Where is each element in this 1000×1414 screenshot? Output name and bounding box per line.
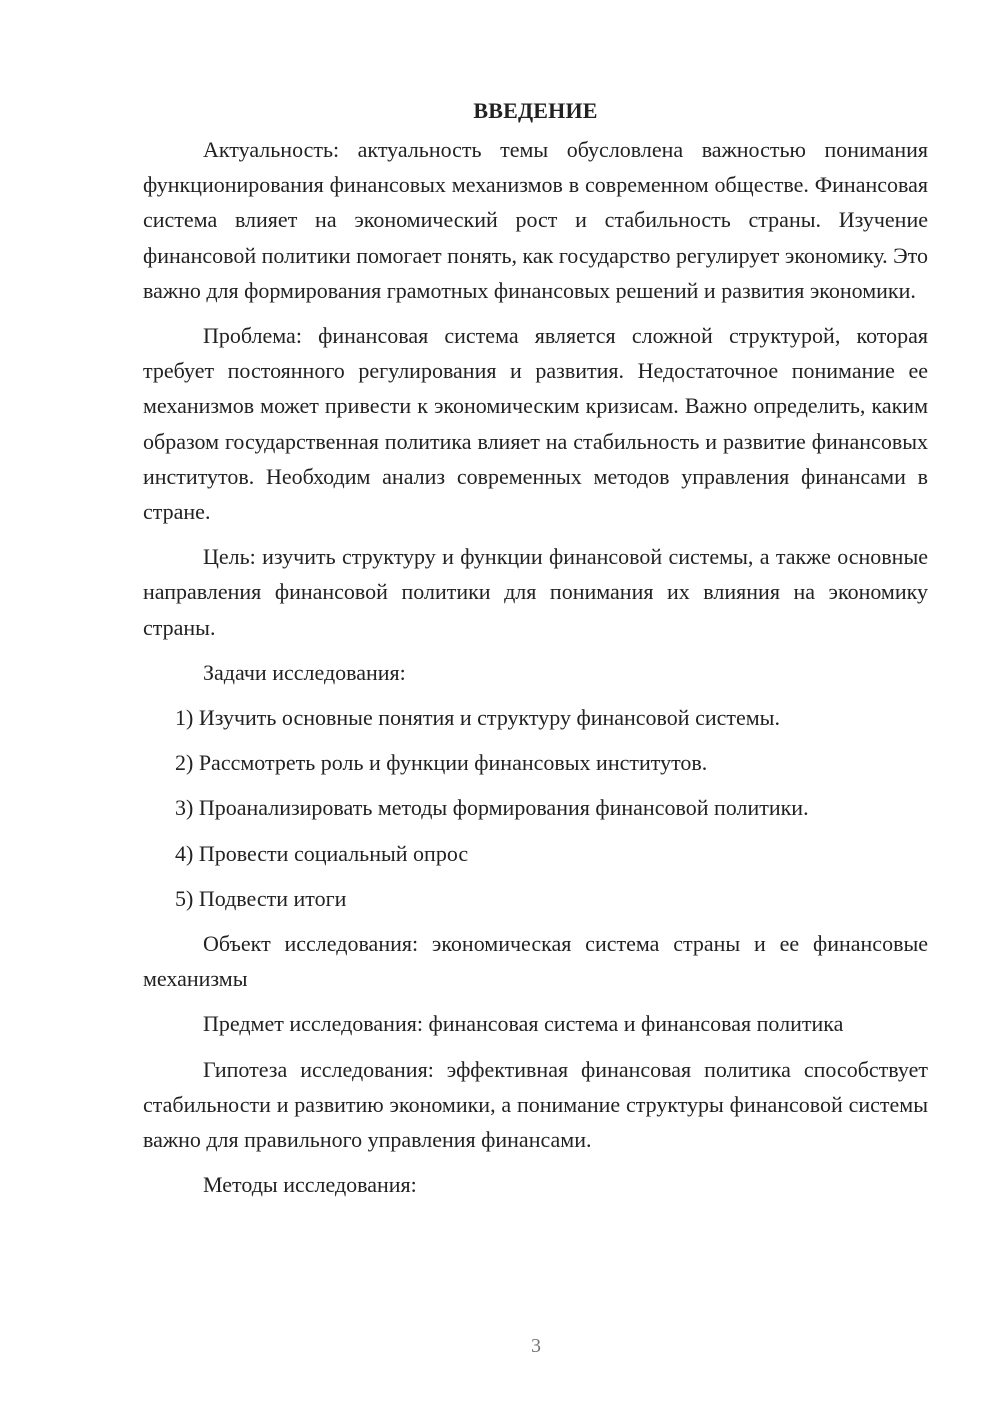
goal-paragraph: Цель: изучить структуру и функции финансовой системы, а также основные направления финансовой политики для понимания их влияния на экономику страны. — [143, 544, 928, 640]
hypothesis-paragraph: Гипотеза исследования: эффективная финансовая политика способствует стабильности и развитию экономики, а понимание структуры финансовой системы важно для правильного управления финансами. — [143, 1056, 928, 1153]
tasks-heading: Задачи исследования: — [203, 659, 406, 685]
list-item-task-3: 3) Проанализировать методы формирования финансовой политики. — [175, 795, 809, 821]
list-item-task-4: 4) Провести социальный опрос — [175, 840, 469, 866]
problem-paragraph: Проблема: финансовая система является сложной структурой, которая требует постоянного регулирования и развития. Недостаточное понимание ее механизмов может привести к экономическим кризисам. Важно определить, каким образом государственная политика влияет на стабильность и развитие финансовых институтов. Необходим анализ современных методов управления финансами в стране. — [143, 323, 928, 525]
relevance-paragraph: Актуальность: актуальность темы обусловлена важностью понимания функционирования финансовых механизмов в современном обществе. Финансовая система влияет на экономический рост и стабильность страны. Изучение финансовой политики помогает понять, как государство регулирует экономику. Это важно для формирования грамотных финансовых решений и развития экономики. — [143, 137, 928, 303]
page-title: ВВЕДЕНИЕ — [473, 98, 598, 123]
methods-heading: Методы исследования: — [203, 1172, 417, 1198]
subject-paragraph: Предмет исследования: финансовая система и финансовая политика — [203, 1011, 844, 1037]
page-number: 3 — [531, 1335, 541, 1357]
page-content — [143, 94, 928, 1212]
object-paragraph: Объект исследования: экономическая система страны и ее финансовые механизмы — [143, 931, 928, 992]
list-item-task-1: 1) Изучить основные понятия и структуру финансовой системы. — [175, 705, 780, 731]
list-item-task-5: 5) Подвести итоги — [175, 885, 347, 911]
tasks-list — [143, 700, 928, 916]
list-item-task-2: 2) Рассмотреть роль и функции финансовых институтов. — [175, 750, 708, 776]
